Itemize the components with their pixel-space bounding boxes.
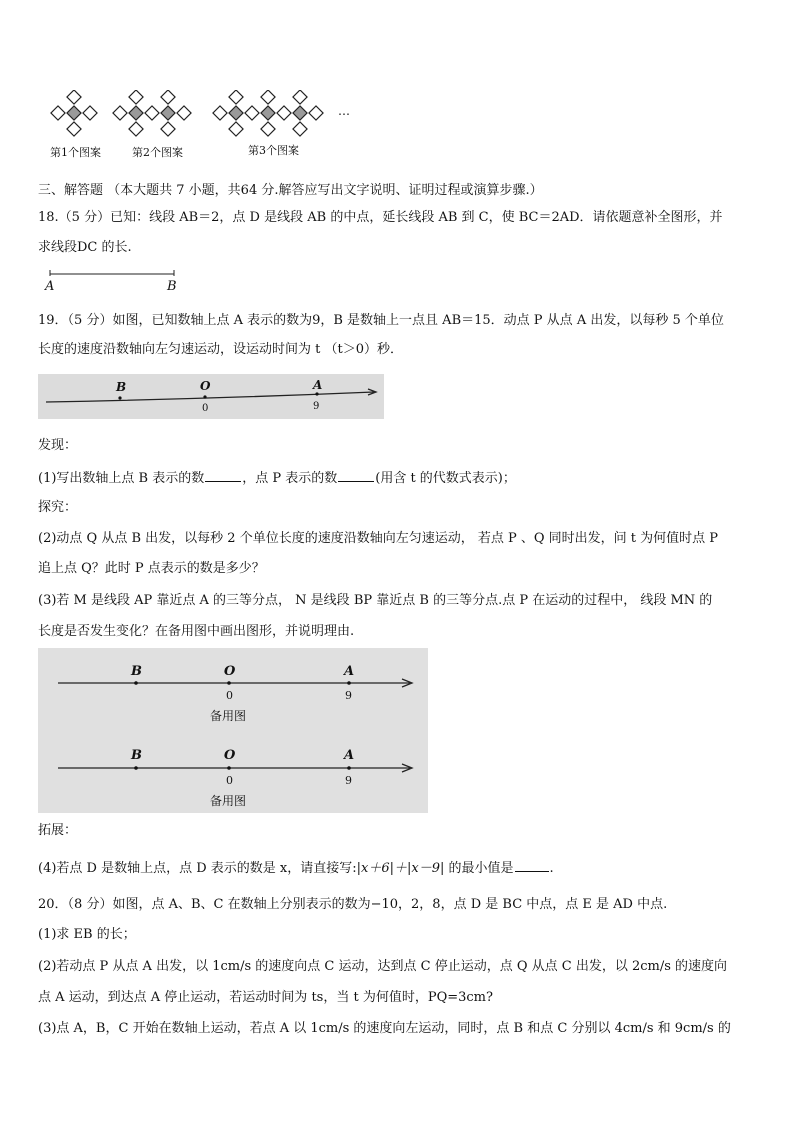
numberline-tick-0: 0 (202, 403, 209, 414)
q19-q4-expr: |x＋6|＋|x－9| (356, 861, 445, 876)
q19-q3-line-2: 长度是否发生变化？在备用图中画出图形，并说明理由. (38, 624, 355, 639)
backup1-label-o: O (224, 664, 236, 679)
numberline-main (38, 374, 384, 419)
q19-q1-end: (用含 t 的代数式表示)； (375, 471, 516, 486)
q20-q2-line-2: 点 A 运动，到达点 A 停止运动，若运动时间为 ts，当 t 为何值时，PQ=3cm? (38, 990, 493, 1005)
backup1-label-b: B (131, 664, 142, 679)
backup1-tick-9: 9 (345, 689, 352, 702)
answer-blank-p[interactable] (338, 469, 374, 482)
backup2-label-o: O (224, 748, 236, 763)
pattern-1-drawing (50, 90, 100, 140)
numberline-tick-9: 9 (313, 401, 320, 412)
numberline-label-o: O (200, 379, 211, 393)
q19-question-1 (38, 469, 516, 487)
q20-question-1: (1)求 EB 的长； (38, 927, 136, 942)
q18-line-2: 求线段DC 的长. (38, 240, 132, 255)
backup2-label-a: A (344, 748, 355, 763)
pattern-caption-3: 第3个图案 (248, 144, 299, 157)
backup1-tick-0: 0 (226, 689, 233, 702)
pattern-3-drawing (212, 90, 334, 140)
backup1-caption: 备用图 (210, 709, 247, 723)
q18-line-1: 18.（5 分）已知：线段 AB＝2，点 D 是线段 AB 的中点，延长线段 AB 到 C，使 BC＝2AD．请依题意补全图形，并 (38, 210, 723, 225)
answer-blank-min[interactable] (515, 859, 549, 872)
q19-q1-text: (1)写出数轴上点 B 表示的数 (38, 471, 205, 486)
backup2-tick-0: 0 (226, 774, 233, 787)
q19-q4-post: 的最小值是 (444, 861, 514, 876)
q19-line-1: 19．（5 分）如图，已知数轴上点 A 表示的数为9，B 是数轴上一点且 AB＝15．动点 P 从点 A 出发，以每秒 5 个单位 (38, 313, 724, 328)
q19-q4-pre: (4)若点 D 是数轴上点，点 D 表示的数是 x，请直接写: (38, 861, 357, 876)
pattern-ellipsis: … (338, 104, 350, 118)
backup2-label-b: B (131, 748, 142, 763)
backup2-tick-9: 9 (345, 774, 352, 787)
numberline-label-b: B (116, 380, 127, 394)
q18-label-a: A (45, 279, 55, 294)
q20-line-1: 20．（8 分）如图，点 A、B、C 在数轴上分别表示的数为−10，2，8，点 D 是 BC 中点，点 E 是 AD 中点. (38, 897, 668, 912)
answer-blank-b[interactable] (205, 469, 241, 482)
q19-q1-mid: ，点 P 表示的数 (242, 471, 338, 486)
explore-heading: 探究： (38, 500, 78, 515)
discover-heading: 发现： (38, 438, 78, 453)
q19-q3-line-1: (3)若 M 是线段 AP 靠近点 A 的三等分点， N 是线段 BP 靠近点 B 的三等分点.点 P 在运动的过程中， 线段 MN 的 (38, 593, 713, 608)
backup1-label-a: A (344, 664, 355, 679)
q19-q4-end: . (549, 861, 554, 876)
pattern-2-drawing (112, 90, 200, 140)
backup2-caption: 备用图 (210, 794, 247, 808)
section-header: 三、解答题 （本大题共 7 小题，共64 分.解答应写出文字说明、证明过程或演算步骤.） (38, 183, 543, 198)
backup-figure-photo (38, 648, 428, 813)
extend-heading: 拓展： (38, 823, 78, 838)
numberline-label-a: A (313, 378, 323, 392)
q20-q2-line-1: (2)若动点 P 从点 A 出发，以 1cm/s 的速度向点 C 运动，达到点 C 停止运动，点 Q 从点 C 出发，以 2cm/s 的速度向 (38, 959, 728, 974)
q20-q3-line-1: (3)点 A，B，C 开始在数轴上运动，若点 A 以 1cm/s 的速度向左运动，同时，点 B 和点 C 分别以 4cm/s 和 9cm/s 的 (38, 1021, 731, 1036)
pattern-figure (40, 84, 360, 164)
q19-q2-line-2: 追上点 Q？此时 P 点表示的数是多少？ (38, 561, 265, 576)
pattern-caption-1: 第1个图案 (50, 146, 101, 159)
q19-numberline-photo (38, 374, 384, 419)
q19-q2-line-1: (2)动点 Q 从点 B 出发，以每秒 2 个单位长度的速度沿数轴向左匀速运动， 若点 P 、Q 同时出发，问 t 为何值时点 P (38, 531, 718, 546)
q19-question-4 (38, 859, 554, 877)
q19-line-2: 长度的速度沿数轴向左匀速运动，设运动时间为 t （t＞0）秒． (38, 342, 403, 357)
q18-label-b: B (167, 279, 177, 294)
pattern-caption-2: 第2个图案 (132, 146, 183, 159)
